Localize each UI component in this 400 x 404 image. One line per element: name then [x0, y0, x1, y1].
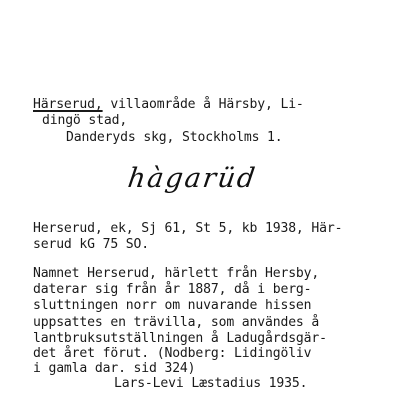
map-ref-line-1: Herserud, ek, Sj 61, St 5, kb 1938, Här-: [33, 221, 343, 236]
map-ref-line-2: serud kG 75 SO.: [33, 237, 149, 252]
entry-head-rest: villaområde å Härsby, Li-: [102, 97, 304, 112]
body-line-7: i gamla dar. sid 324): [33, 361, 196, 376]
signature: Lars-Levi Læstadius 1935.: [114, 376, 308, 391]
body-line-1: Namnet Herserud, härlett från Hersby,: [33, 266, 320, 281]
body-line-5: lantbruksutställningen å Ladugårdsgär-: [33, 331, 327, 346]
entry-head-line-1: [33, 98, 304, 112]
handwritten-pronunciation: hàgarüd: [125, 163, 259, 194]
body-line-4: uppsattes en trävilla, som användes å: [33, 315, 320, 330]
body-line-3: sluttningen norr om nuvarande hissen: [33, 298, 312, 313]
entry-headword: Härserud,: [33, 97, 103, 112]
body-line-2: daterar sig från år 1887, då i berg-: [33, 282, 312, 297]
body-line-6: det året förut. (Nodberg: Lidingöliv: [33, 346, 312, 361]
entry-head-line-3: Danderyds skg, Stockholms 1.: [66, 130, 283, 145]
entry-head-line-2: dingö stad,: [42, 113, 128, 128]
